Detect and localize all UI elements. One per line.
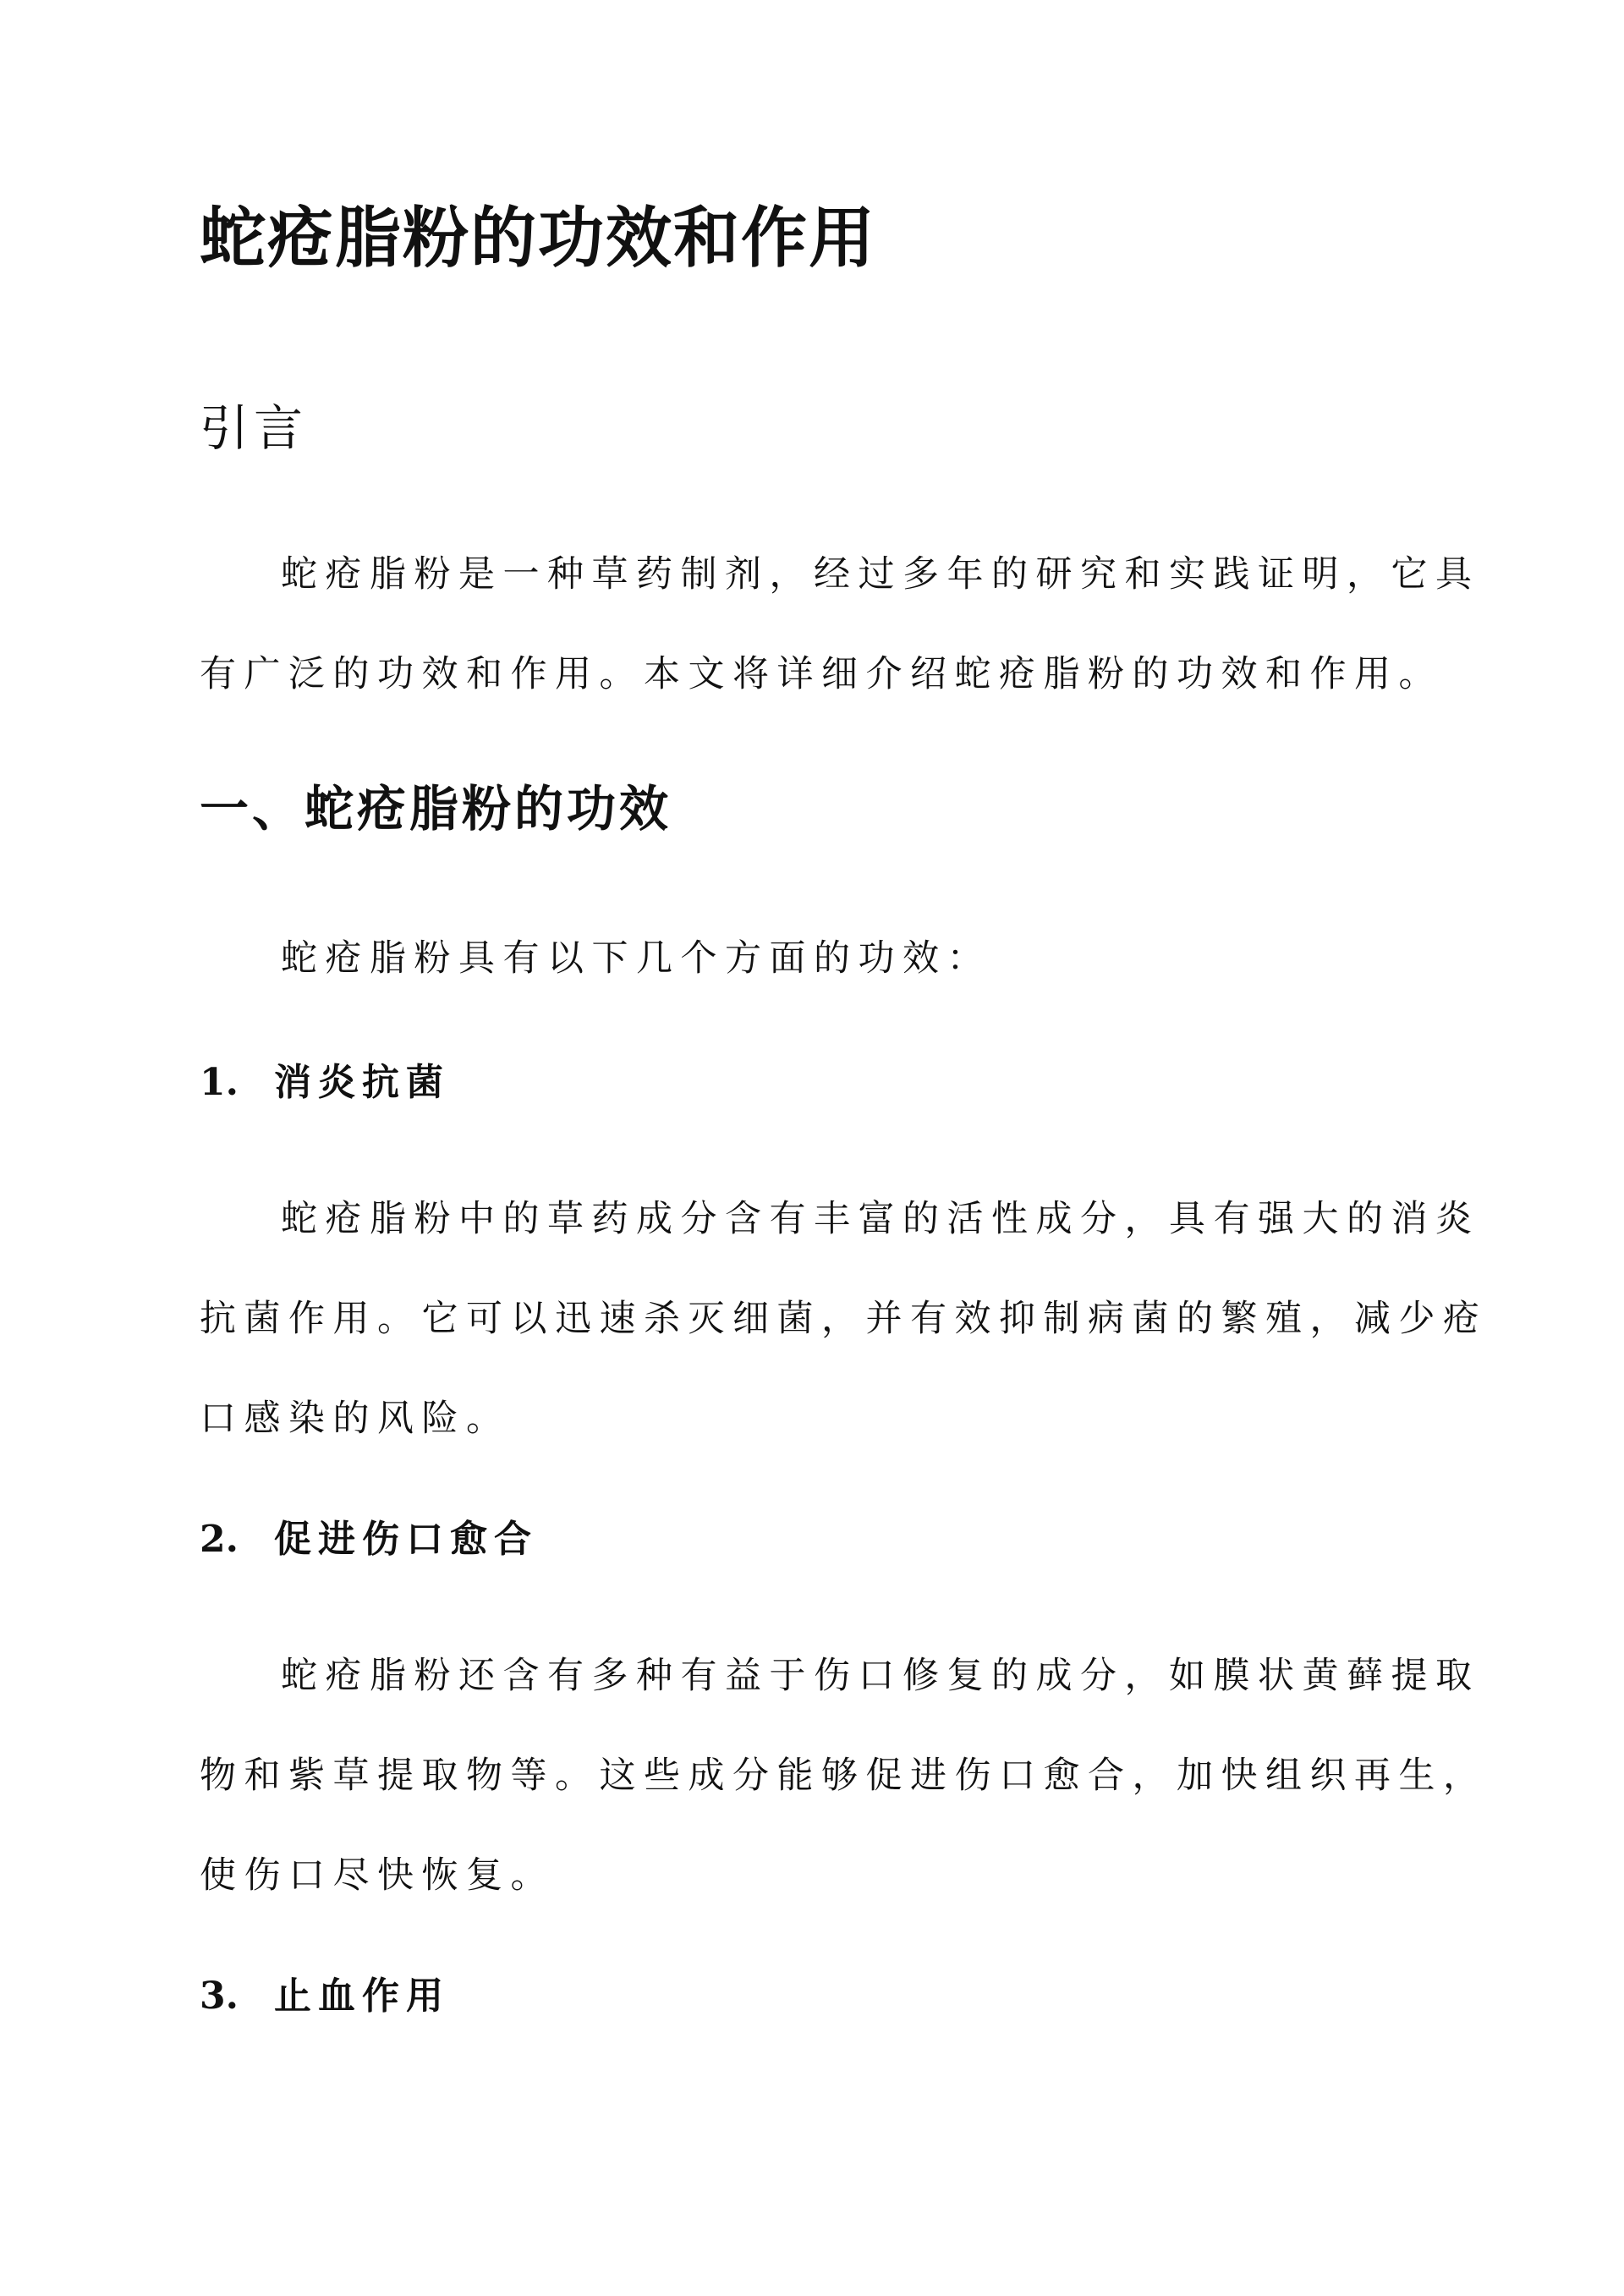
item-paragraph-wound-healing xyxy=(200,1626,1488,1925)
paragraph-line: 蛇疮脂粉中的草药成分含有丰富的活性成分，具有强大的消炎 xyxy=(281,1198,1480,1240)
paragraph-line: 蛇疮脂粉具有以下几个方面的功效： xyxy=(281,937,991,980)
paragraph-line: 有广泛的功效和作用。本文将详细介绍蛇疮脂粉的功效和作用。 xyxy=(200,653,1443,695)
paragraph-line: 口感染的风险。 xyxy=(200,1398,511,1440)
intro-heading: 引言 xyxy=(200,399,309,457)
intro-paragraph xyxy=(200,525,1480,724)
item-number: 2. xyxy=(200,1518,239,1561)
item-heading-anti-inflammatory xyxy=(200,1057,450,1108)
section-lead-paragraph xyxy=(200,909,1424,1008)
item-number: 1. xyxy=(200,1061,239,1104)
item-heading-hemostasis xyxy=(200,1971,450,2022)
item-heading-text: 止血作用 xyxy=(274,1975,450,2018)
item-number: 3. xyxy=(200,1975,239,2018)
item-heading-wound-healing xyxy=(200,1514,538,1565)
paragraph-line: 蛇疮脂粉还含有多种有益于伤口修复的成分，如膜状黄藓提取 xyxy=(281,1655,1480,1697)
paragraph-line: 抗菌作用。它可以迅速杀灭细菌，并有效抑制病菌的繁殖，减少疮 xyxy=(200,1298,1488,1340)
page-title: 蛇疮脂粉的功效和作用 xyxy=(200,200,877,277)
section-heading-efficacy: 一、蛇疮脂粉的功效 xyxy=(200,780,672,838)
item-heading-text: 促进伤口愈合 xyxy=(274,1518,538,1561)
paragraph-line: 蛇疮脂粉是一种草药制剂，经过多年的研究和实践证明，它具 xyxy=(281,553,1480,596)
paragraph-line: 物和紫草提取物等。这些成分能够促进伤口愈合，加快组织再生， xyxy=(200,1755,1488,1797)
item-paragraph-anti-inflammatory xyxy=(200,1169,1488,1469)
paragraph-line: 使伤口尽快恢复。 xyxy=(200,1854,555,1897)
item-heading-text: 消炎抗菌 xyxy=(274,1061,450,1104)
